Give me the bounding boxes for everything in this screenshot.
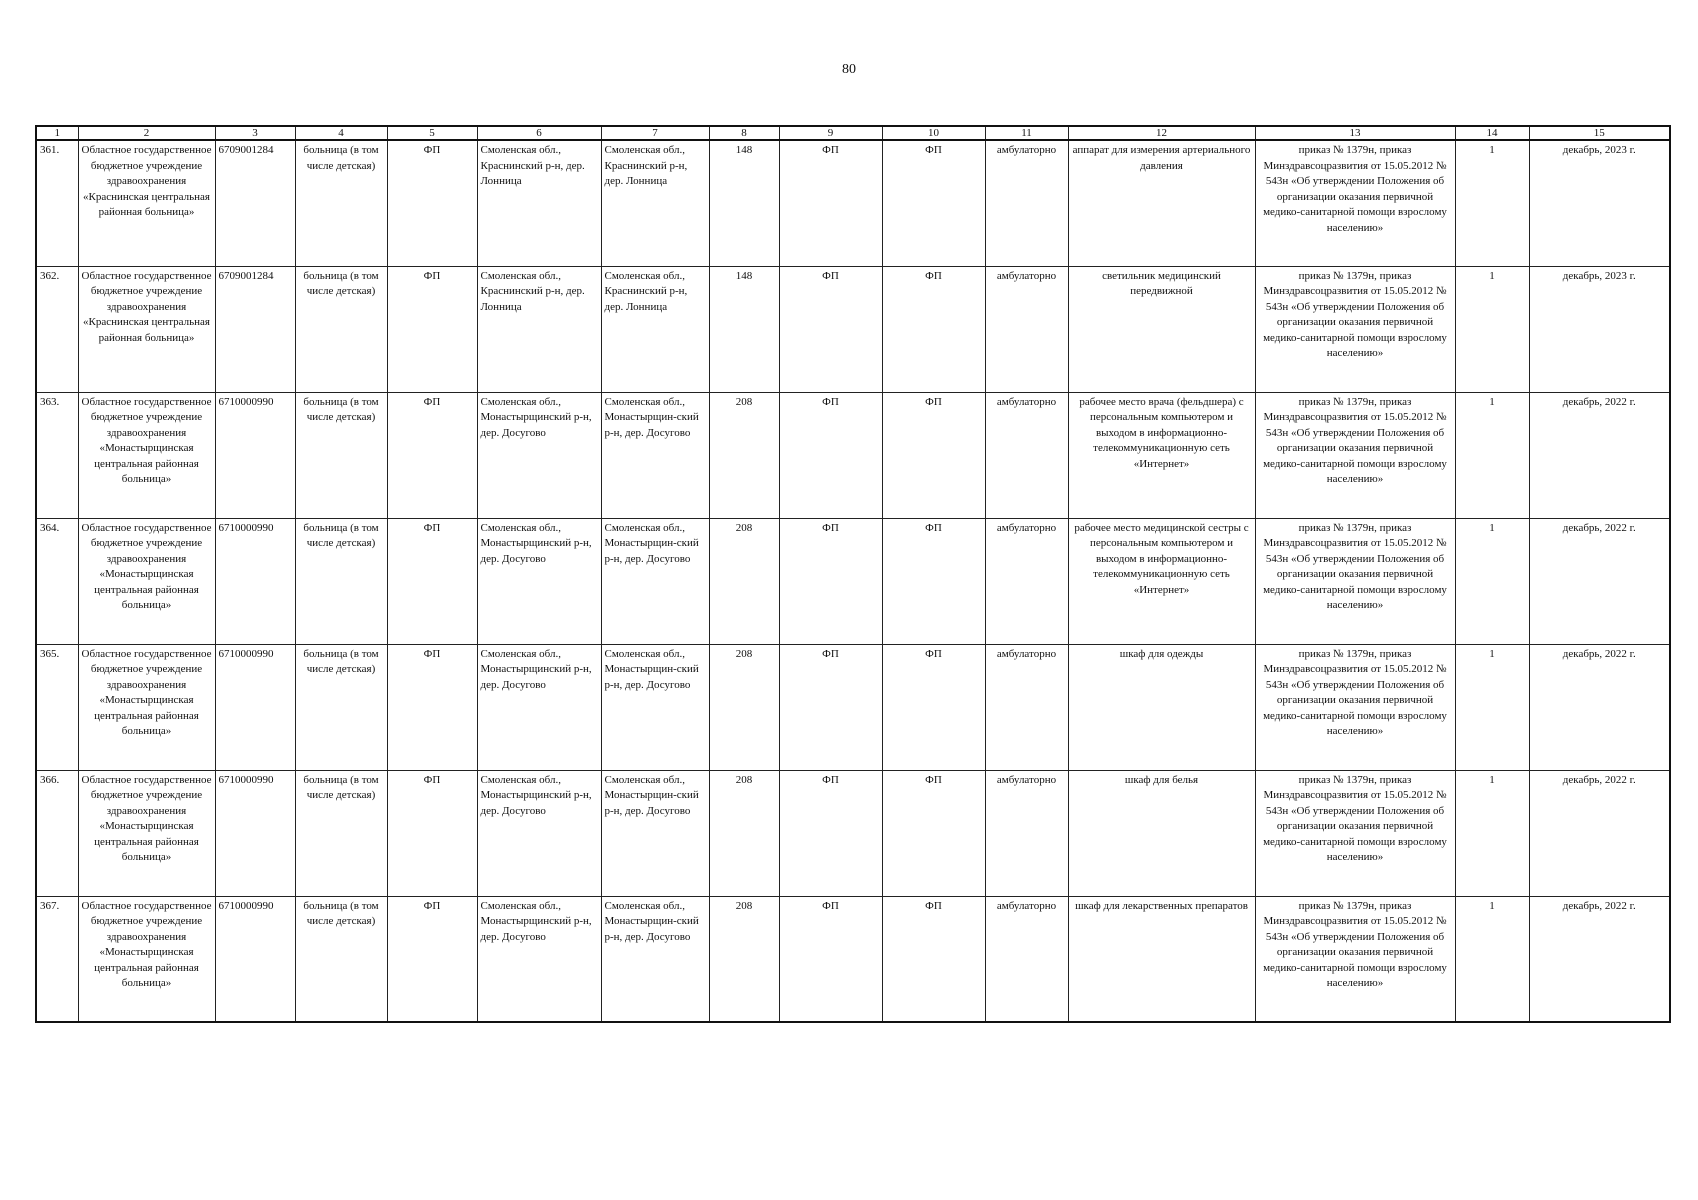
care-form: амбулаторно — [985, 770, 1068, 896]
facility-type: больница (в том числе детская) — [295, 644, 387, 770]
unit-type: ФП — [387, 770, 477, 896]
quantity: 1 — [1455, 392, 1529, 518]
facility-type: больница (в том числе детская) — [295, 392, 387, 518]
due-date: декабрь, 2022 г. — [1529, 896, 1670, 1022]
regulation-basis: приказ № 1379н, приказ Минздравсоцразвития от 15.05.2012 № 543н «Об утверждении Положения об организации оказания первичной медико-санитарной помощи взрослому населению» — [1255, 266, 1455, 392]
column-number-row — [36, 126, 1670, 140]
unit-kind: ФП — [779, 266, 882, 392]
equipment-name: рабочее место врача (фельдшера) с персональным компьютером и выходом в информационно-телекоммуникационную сеть «Интернет» — [1068, 392, 1255, 518]
unit-kind-actual: ФП — [882, 644, 985, 770]
unit-type: ФП — [387, 140, 477, 266]
unit-type: ФП — [387, 518, 477, 644]
unit-kind: ФП — [779, 140, 882, 266]
equipment-name: шкаф для лекарственных препаратов — [1068, 896, 1255, 1022]
table-row — [36, 140, 1670, 266]
row-number: 362. — [36, 266, 78, 392]
unit-type: ФП — [387, 896, 477, 1022]
regulation-basis: приказ № 1379н, приказ Минздравсоцразвития от 15.05.2012 № 543н «Об утверждении Положения об организации оказания первичной медико-санитарной помощи взрослому населению» — [1255, 392, 1455, 518]
row-number: 367. — [36, 896, 78, 1022]
unit-address: Смоленская обл., Монастырщинский р-н, дер. Досугово — [477, 518, 601, 644]
facility-type: больница (в том числе детская) — [295, 896, 387, 1022]
care-form: амбулаторно — [985, 392, 1068, 518]
due-date: декабрь, 2022 г. — [1529, 392, 1670, 518]
column-number: 6 — [477, 126, 601, 140]
unit-kind-actual: ФП — [882, 770, 985, 896]
care-form: амбулаторно — [985, 140, 1068, 266]
location-address: Смоленская обл., Краснинский р-н, дер. Лонница — [601, 266, 709, 392]
population-count: 208 — [709, 770, 779, 896]
quantity: 1 — [1455, 518, 1529, 644]
inn-cell: 6709001284 — [215, 140, 295, 266]
institution-name: Областное государственное бюджетное учреждение здравоохранения «Монастырщинская центральная районная больница» — [78, 644, 215, 770]
care-form: амбулаторно — [985, 518, 1068, 644]
care-form: амбулаторно — [985, 896, 1068, 1022]
unit-kind-actual: ФП — [882, 896, 985, 1022]
unit-address: Смоленская обл., Краснинский р-н, дер. Лонница — [477, 140, 601, 266]
due-date: декабрь, 2022 г. — [1529, 644, 1670, 770]
facility-type: больница (в том числе детская) — [295, 518, 387, 644]
facility-type: больница (в том числе детская) — [295, 266, 387, 392]
facility-type: больница (в том числе детская) — [295, 770, 387, 896]
inn-cell: 6710000990 — [215, 896, 295, 1022]
institution-name: Областное государственное бюджетное учреждение здравоохранения «Краснинская центральная районная больница» — [78, 266, 215, 392]
unit-address: Смоленская обл., Монастырщинский р-н, дер. Досугово — [477, 896, 601, 1022]
due-date: декабрь, 2022 г. — [1529, 518, 1670, 644]
quantity: 1 — [1455, 140, 1529, 266]
equipment-name: шкаф для белья — [1068, 770, 1255, 896]
equipment-name: светильник медицинский передвижной — [1068, 266, 1255, 392]
inn-cell: 6710000990 — [215, 518, 295, 644]
row-number: 364. — [36, 518, 78, 644]
location-address: Смоленская обл., Монастырщин-ский р-н, дер. Досугово — [601, 392, 709, 518]
column-number: 12 — [1068, 126, 1255, 140]
quantity: 1 — [1455, 770, 1529, 896]
column-number: 9 — [779, 126, 882, 140]
table-row — [36, 896, 1670, 1022]
unit-kind-actual: ФП — [882, 266, 985, 392]
table-body — [36, 140, 1670, 1022]
unit-kind-actual: ФП — [882, 140, 985, 266]
column-number: 15 — [1529, 126, 1670, 140]
unit-address: Смоленская обл., Краснинский р-н, дер. Лонница — [477, 266, 601, 392]
unit-type: ФП — [387, 644, 477, 770]
location-address: Смоленская обл., Монастырщин-ский р-н, дер. Досугово — [601, 896, 709, 1022]
row-number: 361. — [36, 140, 78, 266]
institution-name: Областное государственное бюджетное учреждение здравоохранения «Монастырщинская центральная районная больница» — [78, 770, 215, 896]
column-number: 10 — [882, 126, 985, 140]
inn-cell: 6710000990 — [215, 644, 295, 770]
population-count: 208 — [709, 896, 779, 1022]
population-count: 208 — [709, 392, 779, 518]
regulation-basis: приказ № 1379н, приказ Минздравсоцразвития от 15.05.2012 № 543н «Об утверждении Положения об организации оказания первичной медико-санитарной помощи взрослому населению» — [1255, 770, 1455, 896]
institution-name: Областное государственное бюджетное учреждение здравоохранения «Краснинская центральная районная больница» — [78, 140, 215, 266]
population-count: 148 — [709, 140, 779, 266]
equipment-name: рабочее место медицинской сестры с персональным компьютером и выходом в информационно-телекоммуникационную сеть «Интернет» — [1068, 518, 1255, 644]
table-row — [36, 518, 1670, 644]
unit-kind: ФП — [779, 392, 882, 518]
inn-cell: 6709001284 — [215, 266, 295, 392]
unit-kind: ФП — [779, 518, 882, 644]
table-row — [36, 266, 1670, 392]
unit-kind: ФП — [779, 644, 882, 770]
regulation-basis: приказ № 1379н, приказ Минздравсоцразвития от 15.05.2012 № 543н «Об утверждении Положения об организации оказания первичной медико-санитарной помощи взрослому населению» — [1255, 140, 1455, 266]
quantity: 1 — [1455, 266, 1529, 392]
population-count: 208 — [709, 518, 779, 644]
institution-name: Областное государственное бюджетное учреждение здравоохранения «Монастырщинская центральная районная больница» — [78, 896, 215, 1022]
inn-cell: 6710000990 — [215, 392, 295, 518]
regulation-basis: приказ № 1379н, приказ Минздравсоцразвития от 15.05.2012 № 543н «Об утверждении Положения об организации оказания первичной медико-санитарной помощи взрослому населению» — [1255, 518, 1455, 644]
unit-type: ФП — [387, 266, 477, 392]
population-count: 208 — [709, 644, 779, 770]
population-count: 148 — [709, 266, 779, 392]
care-form: амбулаторно — [985, 644, 1068, 770]
page-number: 80 — [842, 62, 856, 77]
institution-name: Областное государственное бюджетное учреждение здравоохранения «Монастырщинская центральная районная больница» — [78, 518, 215, 644]
due-date: декабрь, 2023 г. — [1529, 266, 1670, 392]
row-number: 366. — [36, 770, 78, 896]
table-row — [36, 392, 1670, 518]
column-number: 14 — [1455, 126, 1529, 140]
unit-address: Смоленская обл., Монастырщинский р-н, дер. Досугово — [477, 770, 601, 896]
institution-name: Областное государственное бюджетное учреждение здравоохранения «Монастырщинская центральная районная больница» — [78, 392, 215, 518]
facility-type: больница (в том числе детская) — [295, 140, 387, 266]
column-number: 1 — [36, 126, 78, 140]
row-number: 363. — [36, 392, 78, 518]
column-number: 2 — [78, 126, 215, 140]
unit-type: ФП — [387, 392, 477, 518]
unit-address: Смоленская обл., Монастырщинский р-н, дер. Досугово — [477, 392, 601, 518]
location-address: Смоленская обл., Краснинский р-н, дер. Лонница — [601, 140, 709, 266]
quantity: 1 — [1455, 896, 1529, 1022]
unit-kind-actual: ФП — [882, 392, 985, 518]
location-address: Смоленская обл., Монастырщин-ский р-н, дер. Досугово — [601, 518, 709, 644]
unit-kind-actual: ФП — [882, 518, 985, 644]
column-number: 13 — [1255, 126, 1455, 140]
row-number: 365. — [36, 644, 78, 770]
column-number: 4 — [295, 126, 387, 140]
column-number: 3 — [215, 126, 295, 140]
location-address: Смоленская обл., Монастырщин-ский р-н, дер. Досугово — [601, 770, 709, 896]
table-row — [36, 644, 1670, 770]
inn-cell: 6710000990 — [215, 770, 295, 896]
care-form: амбулаторно — [985, 266, 1068, 392]
column-number: 11 — [985, 126, 1068, 140]
column-number: 7 — [601, 126, 709, 140]
regulation-basis: приказ № 1379н, приказ Минздравсоцразвития от 15.05.2012 № 543н «Об утверждении Положения об организации оказания первичной медико-санитарной помощи взрослому населению» — [1255, 896, 1455, 1022]
equipment-table — [35, 125, 1671, 1023]
unit-kind: ФП — [779, 770, 882, 896]
unit-address: Смоленская обл., Монастырщинский р-н, дер. Досугово — [477, 644, 601, 770]
unit-kind: ФП — [779, 896, 882, 1022]
quantity: 1 — [1455, 644, 1529, 770]
location-address: Смоленская обл., Монастырщин-ский р-н, дер. Досугово — [601, 644, 709, 770]
equipment-name: аппарат для измерения артериального давления — [1068, 140, 1255, 266]
due-date: декабрь, 2022 г. — [1529, 770, 1670, 896]
column-number: 8 — [709, 126, 779, 140]
table-row — [36, 770, 1670, 896]
equipment-name: шкаф для одежды — [1068, 644, 1255, 770]
due-date: декабрь, 2023 г. — [1529, 140, 1670, 266]
column-number: 5 — [387, 126, 477, 140]
regulation-basis: приказ № 1379н, приказ Минздравсоцразвития от 15.05.2012 № 543н «Об утверждении Положения об организации оказания первичной медико-санитарной помощи взрослому населению» — [1255, 644, 1455, 770]
